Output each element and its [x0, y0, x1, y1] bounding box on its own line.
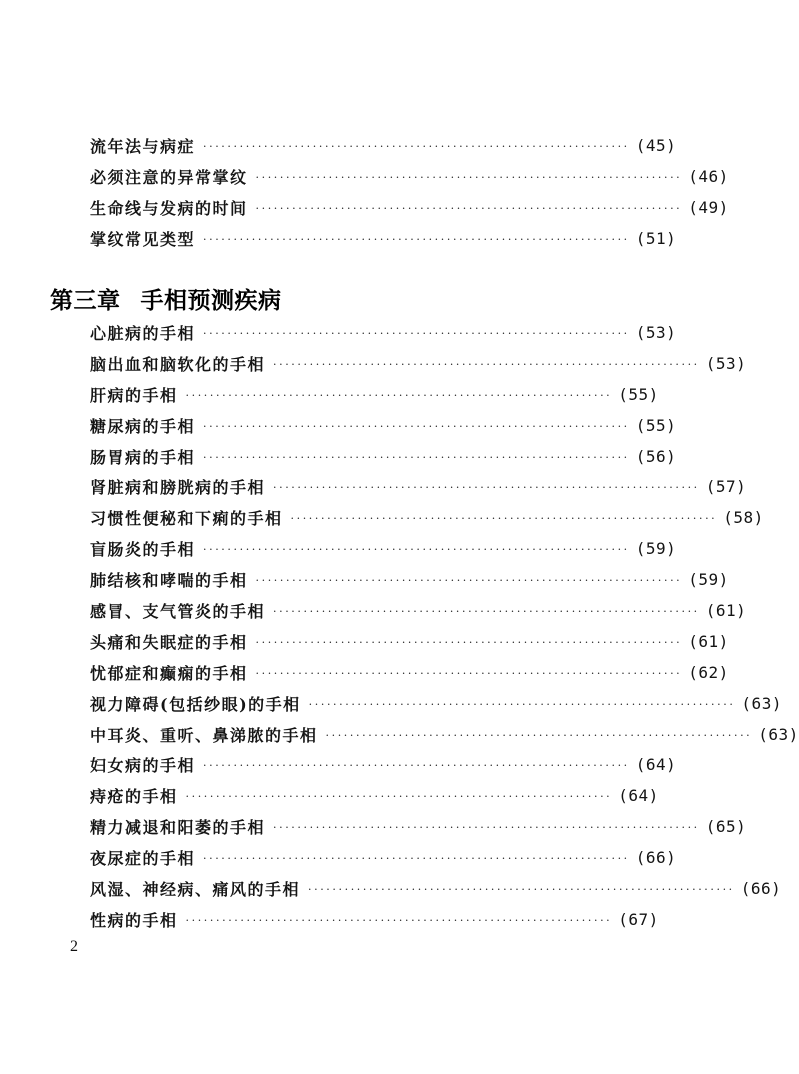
- chapter-title: 手相预测疾病: [140, 288, 282, 314]
- toc-entry[interactable]: [90, 719, 799, 750]
- dot-leader: ······································································: [203, 419, 630, 433]
- toc-entry-title: 头痛和失眠症的手相: [90, 632, 248, 652]
- toc-entry[interactable]: [90, 348, 747, 379]
- dot-leader: ······································································: [308, 697, 736, 711]
- toc-entry[interactable]: [90, 904, 659, 935]
- toc-entry[interactable]: [90, 410, 677, 441]
- dot-leader: ······································································: [273, 481, 700, 495]
- dot-leader: ······································································: [203, 232, 630, 246]
- toc-entry-page: (56): [635, 446, 677, 466]
- toc-entry-title: 性病的手相: [90, 910, 178, 930]
- toc-entry-title: 视力障碍(包括纱眼)的手相: [90, 694, 301, 714]
- toc-entry[interactable]: [90, 842, 677, 873]
- toc-entry-page: (65): [705, 817, 747, 837]
- toc-entry[interactable]: [90, 130, 677, 161]
- toc-entry-page: (64): [618, 786, 659, 806]
- dot-leader: ······································································: [273, 604, 700, 618]
- toc-entry-page: (59): [635, 539, 677, 559]
- toc-entry-title: 肾脏病和膀胱病的手相: [90, 478, 266, 498]
- dot-leader: ······································································: [308, 882, 735, 896]
- dot-leader: ······································································: [255, 666, 683, 680]
- toc-entry[interactable]: [90, 317, 677, 348]
- toc-entry-page: (64): [635, 755, 677, 775]
- toc-entry[interactable]: [90, 471, 747, 502]
- toc-entry-page: (45): [635, 135, 677, 155]
- toc-entry-title: 生命线与发病的时间: [90, 198, 248, 218]
- chapter-heading: [50, 282, 282, 315]
- dot-leader: ······································································: [185, 913, 613, 927]
- toc-entry-title: 肺结核和哮喘的手相: [90, 571, 248, 591]
- dot-leader: ······································································: [203, 852, 630, 866]
- toc-entry-title: 感冒、支气管炎的手相: [90, 601, 266, 621]
- toc-entry-title: 糖尿病的手相: [90, 416, 196, 436]
- toc-entry[interactable]: [90, 595, 747, 626]
- toc-entry-page: (49): [688, 197, 729, 217]
- toc-entry-page: (57): [705, 477, 747, 497]
- dot-leader: ······································································: [255, 201, 683, 215]
- toc-entry-title: 肠胃病的手相: [90, 447, 196, 467]
- toc-entry-title: 脑出血和脑软化的手相: [90, 354, 266, 374]
- toc-entry[interactable]: [90, 192, 729, 223]
- page-number: 2: [70, 938, 78, 955]
- dot-leader: ······································································: [203, 543, 630, 557]
- toc-entry-page: (63): [741, 693, 782, 713]
- toc-entry[interactable]: [90, 873, 782, 904]
- toc-entry[interactable]: [90, 811, 747, 842]
- dot-leader: ······································································: [273, 821, 700, 835]
- toc-entry-page: (66): [635, 848, 677, 868]
- dot-leader: ······································································: [203, 759, 630, 773]
- dot-leader: ······································································: [203, 450, 630, 464]
- toc-entry[interactable]: [90, 688, 782, 719]
- toc-entry-page: (62): [688, 662, 729, 682]
- dot-leader: ······································································: [203, 326, 630, 340]
- toc-entry-title: 盲肠炎的手相: [90, 540, 196, 560]
- toc-entry-page: (53): [635, 322, 677, 342]
- toc-entry-title: 心脏病的手相: [90, 323, 196, 343]
- toc-section-continued: [90, 130, 729, 254]
- toc-entry-page: (66): [740, 878, 782, 898]
- toc-entry-title: 中耳炎、重听、鼻涕脓的手相: [90, 725, 318, 745]
- toc-entry-page: (55): [618, 384, 659, 404]
- toc-entry-page: (63): [758, 724, 799, 744]
- dot-leader: ······································································: [185, 790, 613, 804]
- dot-leader: ······································································: [255, 635, 683, 649]
- toc-entry-title: 夜尿症的手相: [90, 849, 196, 869]
- toc-entry-title: 风湿、神经病、痛风的手相: [90, 879, 301, 899]
- toc-entry-page: (58): [723, 508, 764, 528]
- dot-leader: ······································································: [255, 574, 683, 588]
- toc-section-chapter-3: [90, 317, 799, 935]
- toc-entry-page: (59): [688, 570, 729, 590]
- dot-leader: ······································································: [255, 170, 683, 184]
- toc-entry[interactable]: [90, 502, 764, 533]
- toc-entry[interactable]: [90, 626, 729, 657]
- toc-entry[interactable]: [90, 223, 677, 254]
- dot-leader: ······································································: [185, 388, 613, 402]
- toc-entry-page: (46): [688, 166, 729, 186]
- toc-entry[interactable]: [90, 441, 677, 472]
- dot-leader: ······································································: [325, 728, 753, 742]
- toc-entry-page: (61): [688, 631, 729, 651]
- toc-entry-page: (53): [705, 353, 747, 373]
- toc-entry-page: (67): [618, 909, 659, 929]
- toc-entry-title: 习惯性便秘和下痢的手相: [90, 509, 283, 529]
- toc-entry-title: 必须注意的异常掌纹: [90, 167, 248, 187]
- toc-entry-page: (55): [635, 415, 677, 435]
- toc-entry-title: 流年法与病症: [90, 136, 196, 156]
- toc-entry-title: 肝病的手相: [90, 385, 178, 405]
- toc-entry-title: 痔疮的手相: [90, 787, 178, 807]
- toc-entry[interactable]: [90, 657, 729, 688]
- chapter-number: 第三章: [50, 288, 121, 314]
- toc-entry[interactable]: [90, 533, 677, 564]
- toc-entry[interactable]: [90, 161, 729, 192]
- dot-leader: ······································································: [290, 512, 718, 526]
- toc-entry[interactable]: [90, 780, 659, 811]
- toc-entry[interactable]: [90, 379, 659, 410]
- toc-entry[interactable]: [90, 749, 677, 780]
- dot-leader: ······································································: [273, 357, 700, 371]
- toc-entry-title: 忧郁症和癫痫的手相: [90, 663, 248, 683]
- toc-entry-page: (51): [635, 228, 677, 248]
- dot-leader: ······································································: [203, 139, 630, 153]
- toc-entry-page: (61): [705, 600, 747, 620]
- toc-entry-title: 掌纹常见类型: [90, 229, 196, 249]
- toc-entry[interactable]: [90, 564, 729, 595]
- toc-entry-title: 精力减退和阳萎的手相: [90, 818, 266, 838]
- toc-entry-title: 妇女病的手相: [90, 756, 196, 776]
